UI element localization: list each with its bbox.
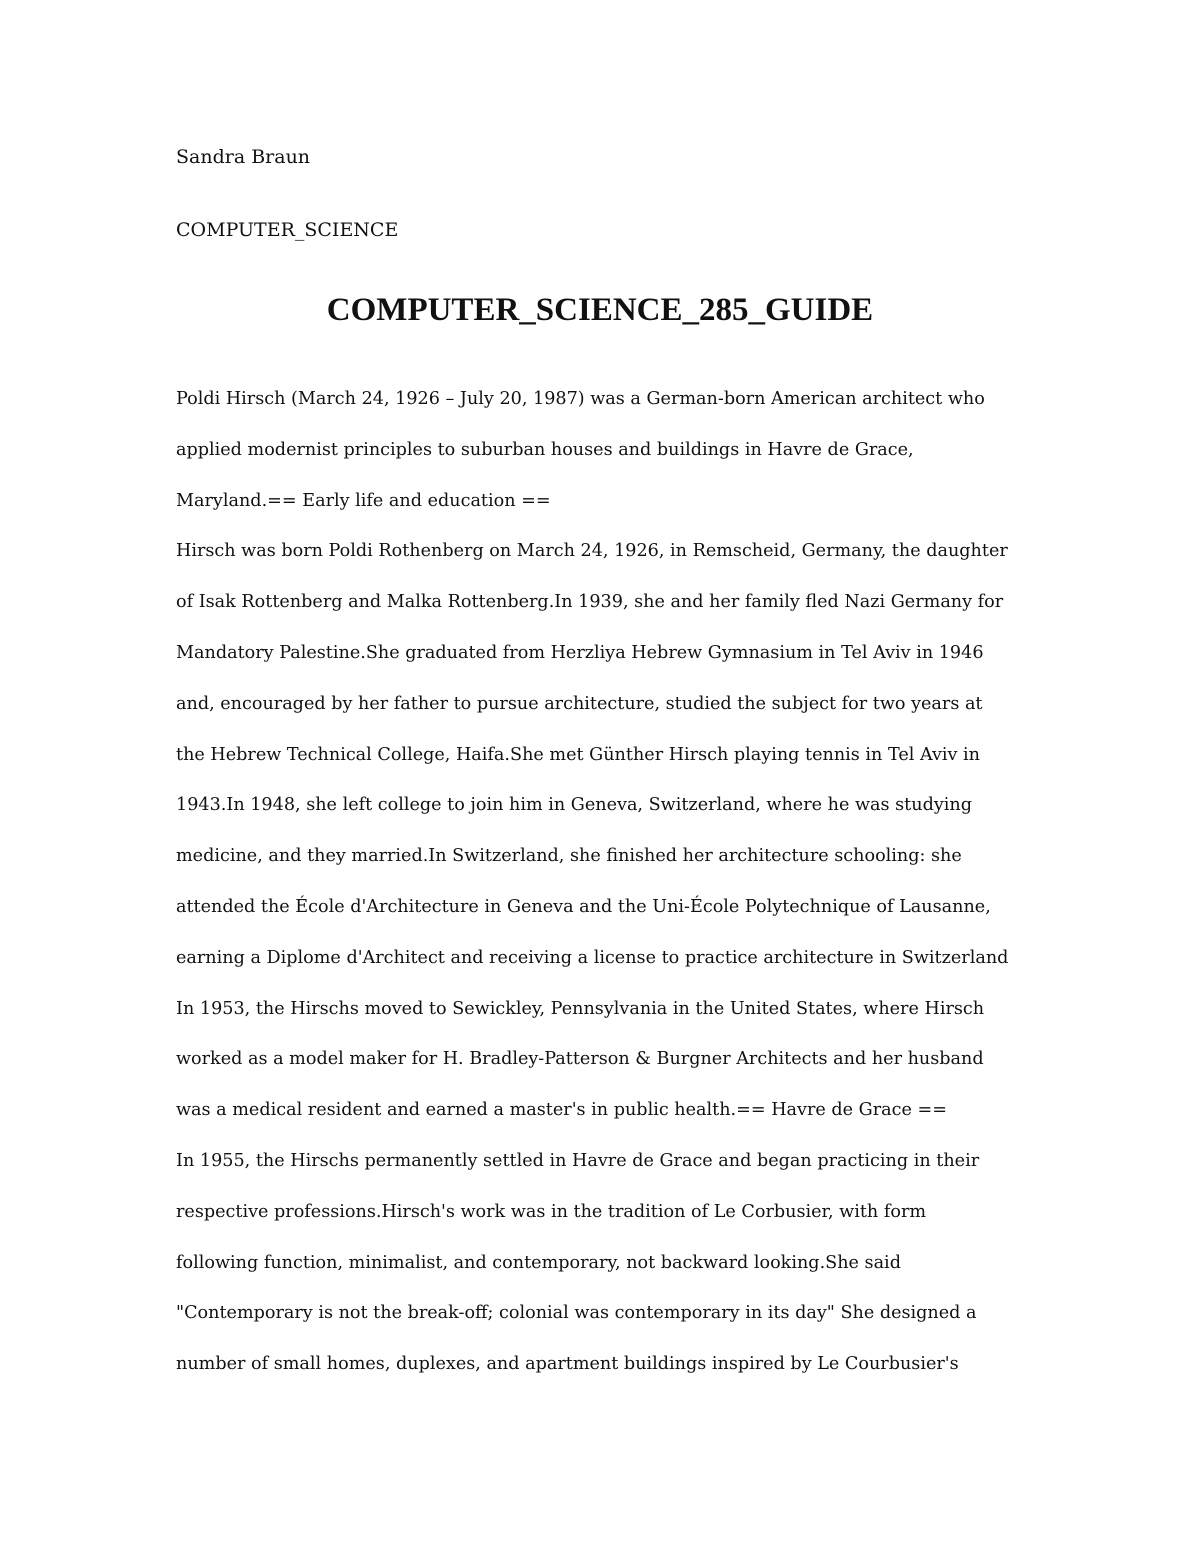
- body-line: 1943.In 1948, she left college to join him in Geneva, Switzerland, where he was studying: [176, 795, 972, 816]
- body-line: following function, minimalist, and contemporary, not backward looking.She said: [176, 1252, 901, 1273]
- body-line: worked as a model maker for H. Bradley-Patterson & Burgner Architects and her husband: [176, 1049, 984, 1070]
- body-line: and, encouraged by her father to pursue architecture, studied the subject for two years at: [176, 693, 983, 714]
- author-name: Sandra Braun: [176, 146, 311, 168]
- body-line: attended the École d'Architecture in Geneva and the Uni-École Polytechnique of Lausanne,: [176, 896, 991, 917]
- body-line: Poldi Hirsch (March 24, 1926 – July 20, 1987) was a German-born American architect who: [176, 389, 985, 409]
- body-line: number of small homes, duplexes, and apartment buildings inspired by Le Courbusier's: [176, 1354, 959, 1375]
- body-line: was a medical resident and earned a master's in public health.== Havre de Grace ==: [176, 1100, 947, 1121]
- body-line: earning a Diplome d'Architect and receiving a license to practice architecture in Switzerland: [176, 947, 1009, 968]
- body-line: of Isak Rottenberg and Malka Rottenberg.In 1939, she and her family fled Nazi Germany for: [176, 592, 1004, 613]
- body-line: In 1955, the Hirschs permanently settled in Havre de Grace and began practicing in their: [176, 1150, 980, 1171]
- body-line: medicine, and they married.In Switzerland, she finished her architecture schooling: she: [176, 846, 962, 867]
- body-line: respective professions.Hirsch's work was in the tradition of Le Corbusier, with form: [176, 1201, 927, 1222]
- body-line: Mandatory Palestine.She graduated from Herzliya Hebrew Gymnasium in Tel Aviv in 1946: [176, 642, 984, 663]
- course-name: COMPUTER_SCIENCE: [176, 219, 399, 241]
- body-line: "Contemporary is not the break-off; colonial was contemporary in its day" She designed a: [176, 1303, 977, 1324]
- body-line: Hirsch was born Poldi Rothenberg on March 24, 1926, in Remscheid, Germany, the daughter: [176, 541, 1008, 562]
- body-line: applied modernist principles to suburban houses and buildings in Havre de Grace,: [176, 439, 914, 460]
- body-text: [176, 384, 1036, 1400]
- body-line: Maryland.== Early life and education ==: [176, 490, 551, 511]
- document-title: COMPUTER_SCIENCE_285_GUIDE: [326, 292, 874, 328]
- body-line: the Hebrew Technical College, Haifa.She met Günther Hirsch playing tennis in Tel Aviv in: [176, 744, 981, 765]
- body-line: In 1953, the Hirschs moved to Sewickley, Pennsylvania in the United States, where Hirsch: [176, 998, 985, 1019]
